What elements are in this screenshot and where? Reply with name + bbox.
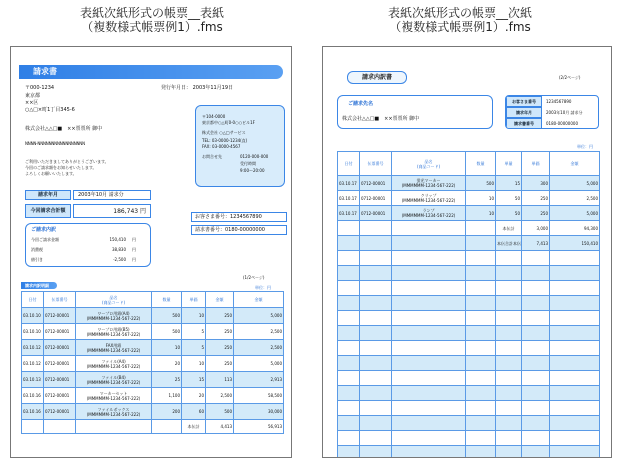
- empty-row: [338, 416, 600, 431]
- detail-title: 請求内訳明細: [21, 282, 57, 289]
- table-row: 03.10.10 0712-00001 ワープロ用紙(B5) (MMMMMM-1234-567-222) 500 5 250 2,500: [22, 324, 284, 340]
- total-row: 本伝合計本伝 7,413 150,410: [338, 236, 600, 251]
- empty-row: [338, 356, 600, 371]
- empty-row: [338, 326, 600, 341]
- postal-code: 〒000-1234: [25, 85, 55, 91]
- empty-row: [338, 311, 600, 326]
- next-title: 請求内訳書: [347, 71, 407, 84]
- table-row: 03.10.17 0712-00001 クリップ (MMMMMM-1234-567-222) 10 50 250 2,500: [338, 191, 600, 206]
- greeting-1: ご利用いただきましてありがとうございます。: [25, 159, 109, 164]
- empty-row: [338, 281, 600, 296]
- table-row: 03.10.12 0712-00001 ファイル(A4) (MMMMMM-1234-567-222) 20 10 250 5,000: [22, 356, 284, 372]
- subtotal-row: 本伝計 4,413 56,913: [22, 420, 284, 434]
- breakdown-box: ご請求内訳 今回ご請求金額 150,410 円 消費税 38,830 円 値引き -2,500 円: [25, 223, 151, 267]
- cover-detail-table: 日付 伝票番号 品名 (商品コード) 数量 単価 金額 金額 03.10.10 0712-00001 ワープロ用紙(A4) (MMMMMM-1234-567-222) 500 10 250 5,000 03.10.10 0712-00001 ワープロ用紙(B5) (MMMMMM-1234-567-222) 500 5 250 2,500 03.10.12 0712-00001 FAX用紙 (MMMMMM-1234-567-222) 10 5 250 2,500 03.10.12 0712-00001 ファイル(A4) (MMMMMM-1234-567-222) 20 10 250 5,000 03.10.13 0712-00001 ファイル(B4) (MMMMMM-1234-567-222) 25 15 113 2,913 03.10.16 0712-00001 マーカーセット (MMMMMM-1234-567-222) 1,100 20 2,500 58,500 03.10.16 0712-00001 ファイルボックス (MMMMMM-1234-567-222) 200 60 500 30,000 本伝計 4,413 56,913: [21, 291, 284, 434]
- empty-row: [338, 341, 600, 356]
- next-detail-table: 日付 伝票番号 品名 (商品コード) 数量 単量 単価 金額 03.10.17 0712-00001 蛍光マーカー (MMMMMM-1234-567-222) 500 15 300 5,000 03.10.17 0712-00001 クリップ (MMMMMM-1234-567-222) 10 50 250 2,500 03.10.17 0712-00001 ランプ (MMMMMM-1234-567-222) 10 50 250 5,000 本伝計 3,000 94,300 本伝合計本伝 7,413 150,410: [337, 151, 600, 458]
- cover-sheet: [10, 46, 292, 458]
- issue-date: 発行年月日： 2003年11月19日: [161, 85, 234, 91]
- empty-row: [338, 401, 600, 416]
- billing-month-label: 請求年月: [25, 190, 71, 200]
- address-2: ××区: [25, 100, 39, 106]
- table-row: 03.10.17 0712-00001 蛍光マーカー (MMMMMM-1234-567-222) 500 15 300 5,000: [338, 176, 600, 191]
- table-row: 03.10.12 0712-00001 FAX用紙 (MMMMMM-1234-567-222) 10 5 250 2,500: [22, 340, 284, 356]
- empty-row: [338, 431, 600, 446]
- address-3: ○△□×町1丁目345-6: [25, 107, 75, 113]
- caption-right: 表紙次紙形式の帳票__次紙 （複数様式帳票例1）.fms: [387, 6, 532, 34]
- empty-row: [338, 446, 600, 459]
- cover-title-bar: [19, 65, 283, 79]
- empty-row: [338, 296, 600, 311]
- address-1: 東京都: [25, 93, 41, 99]
- page-number: (1/2ページ): [243, 275, 265, 280]
- unit-note: 単位：円: [255, 285, 271, 290]
- next-sheet: [322, 46, 612, 458]
- customer-number: お客さま番号：1234567890: [191, 212, 287, 222]
- table-row: 03.10.17 0712-00001 ランプ (MMMMMM-1234-567-222) 10 50 250 5,000: [338, 206, 600, 221]
- empty-row: [338, 266, 600, 281]
- empty-row: [338, 386, 600, 401]
- total-label: 今回請求合計額: [25, 204, 71, 218]
- total-amount: 186,743 円: [73, 204, 151, 218]
- next-unit-note: 単位：円: [577, 144, 593, 149]
- next-page-number: (2/2ページ): [559, 75, 581, 80]
- empty-row: [338, 371, 600, 386]
- empty-row: [338, 251, 600, 266]
- caption-left: 表紙次紙形式の帳票__表紙 （複数様式帳票例1）.fms: [79, 6, 224, 34]
- table-row: 03.10.16 0712-00001 マーカーセット (MMMMMM-1234-567-222) 1,100 20 2,500 58,500: [22, 388, 284, 404]
- subtotal-row: 本伝計 3,000 94,300: [338, 221, 600, 236]
- customer-name: 株式会社△△□■ ××票票所 御中: [25, 126, 103, 132]
- invoice-number: 請求書番号：0180-00000000: [191, 225, 287, 235]
- sender-box: 〒104-0000 東京都中○△町0-0○○ビル1F 株式会社 ○△□サービス TEL: 03-0000-1234(直) FAX: 03-0000-4567 お問合せ先 0120-000-000 受付時間 9:00～20:00: [195, 105, 285, 187]
- table-row: 03.10.13 0712-00001 ファイル(B4) (MMMMMM-1234-567-222) 25 15 113 2,913: [22, 372, 284, 388]
- greeting-2: 今回のご請求額をお知らせいたします。: [25, 165, 97, 170]
- breakdown-title: ご請求内訳: [31, 227, 57, 233]
- cover-title: 請求書: [33, 67, 57, 76]
- billing-month: 2003年10月 請求分: [73, 190, 151, 200]
- table-row: 03.10.16 0712-00001 ファイルボックス (MMMMMM-1234-567-222) 200 60 500 30,000: [22, 404, 284, 420]
- next-info-box: お客さま番号 1234567890 請求年月 2003年10月 請求分 請求書番号 0180-00000000: [505, 95, 599, 129]
- barcode: NNNN-NNNNNNNNNNNNNNNNN: [25, 141, 85, 146]
- greeting-3: よろしくお願いいたします。: [25, 171, 77, 176]
- next-customer-box: ご請求先名 株式会社△△□■ ××票票所 御中: [337, 95, 493, 129]
- table-row: 03.10.10 0712-00001 ワープロ用紙(A4) (MMMMMM-1234-567-222) 500 10 250 5,000: [22, 308, 284, 324]
